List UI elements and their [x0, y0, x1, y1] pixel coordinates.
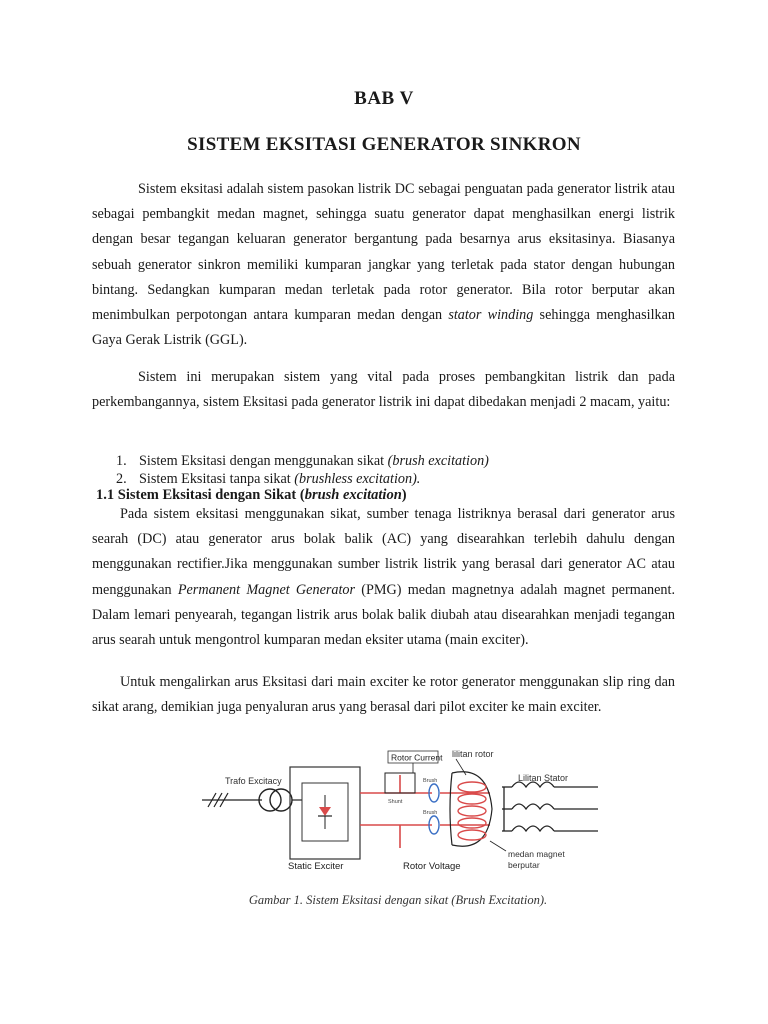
stator-coils-icon — [502, 782, 598, 831]
label-lilitan-stator: Lilitan Stator — [518, 773, 569, 783]
list-number: 2. — [116, 471, 127, 487]
para1-italic: stator winding — [448, 307, 534, 324]
figure-caption: Gambar 1. Sistem Eksitasi dengan sikat (Brush Excitation). — [248, 893, 548, 907]
label-lilitan-rotor: lilitan rotor — [452, 749, 494, 759]
slip-ring-icon — [429, 784, 439, 834]
list-item — [92, 470, 489, 488]
thyristor-icon — [318, 795, 332, 829]
label-rotor-current: Rotor Current — [391, 752, 443, 763]
list-number: 1. — [116, 453, 127, 469]
list-italic: (brush excitation) — [387, 453, 489, 469]
transformer-icon — [259, 789, 292, 811]
label-brush-top: Brush — [423, 778, 438, 784]
paragraph-types: Sistem ini merupakan sistem yang vital pada proses pembangkitan listrik dan pada perkembangannya, sistem Eksitasi pada generator listrik ini dapat dibedakan menjadi 2 macam, yaitu: — [92, 369, 675, 411]
brush-excitation-diagram — [190, 745, 610, 877]
para1-text-a: Sistem eksitasi adalah sistem pasokan listrik DC sebagai penguatan pada generator listrik atau sebagai pembangkit medan magnet, sehingga suatu generator dapat menghasilkan energi listrik dengan besar tegangan keluaran generator bergantung pada besarnya arus eksitasinya. Biasanya sebuah generator sinkron memiliki kumparan jangkar yang terletak pada stator dengan hubungan bintang. Sedangkan kumparan medan terletak pada rotor generator. Bila rotor berputar akan menimbulkan perpotongan antara kumparan medan dengan — [92, 181, 675, 324]
paragraph-brush — [92, 502, 675, 653]
label-medan-magnet: medan magnet — [508, 849, 565, 859]
chapter-title: SISTEM EKSITASI GENERATOR SINKRON — [187, 134, 581, 155]
excitation-types-list — [92, 452, 489, 488]
label-rotor-voltage: Rotor Voltage — [403, 861, 461, 872]
input-line — [202, 793, 262, 807]
section-italic: brush excitation — [304, 487, 402, 503]
list-text: Sistem Eksitasi dengan menggunakan sikat — [139, 453, 388, 469]
section-number: 1.1 — [96, 487, 115, 503]
label-static-exciter: Static Exciter — [288, 861, 344, 872]
rotor-coil-icon — [450, 772, 492, 846]
para3-text-b: (PMG) medan magnetnya adalah magnet permanent. Dalam lemari penyearah, tegangan listrik arus bolak balik diubah atau disearahkan menjadi tegangan arus searah untuk mengontrol kumparan medan eksiter utama (main exciter). — [92, 581, 675, 649]
label-berputar: berputar — [508, 860, 540, 870]
label-trafo: Trafo Excitacy — [225, 776, 282, 786]
section-close: ) — [401, 487, 407, 503]
label-shunt: Shunt — [388, 799, 403, 805]
list-italic: (brushless excitation). — [294, 471, 421, 487]
para3-text-a: Pada sistem eksitasi menggunakan sikat, sumber tenaga listriknya berasal dari generator arus searah (DC) atau generator arus bolak balik (AC) yang disearahkan terlebih dahulu dengan menggunakan rectifier.Jika menggunakan sumber listrik listrik yang berasal dari generator AC atau menggunakan — [92, 506, 675, 598]
list-text: Sistem Eksitasi tanpa sikat — [139, 471, 295, 487]
list-item — [92, 452, 489, 470]
paragraph-slip-ring: Untuk mengalirkan arus Eksitasi dari main exciter ke rotor generator menggunakan slip ring dan sikat arang, demikian juga penyaluran arus yang berasal dari pilot exciter ke main exciter. — [92, 674, 675, 716]
chapter-heading: BAB V — [354, 88, 414, 109]
section-text: Sistem Eksitasi dengan Sikat ( — [117, 487, 305, 503]
paragraph-intro — [92, 177, 675, 353]
para3-italic: Permanent Magnet Generator — [177, 581, 356, 598]
para1-text-b: sehingga menghasilkan Gaya Gerak Listrik (GGL). — [92, 307, 675, 349]
label-brush-bottom: Brush — [423, 810, 438, 816]
